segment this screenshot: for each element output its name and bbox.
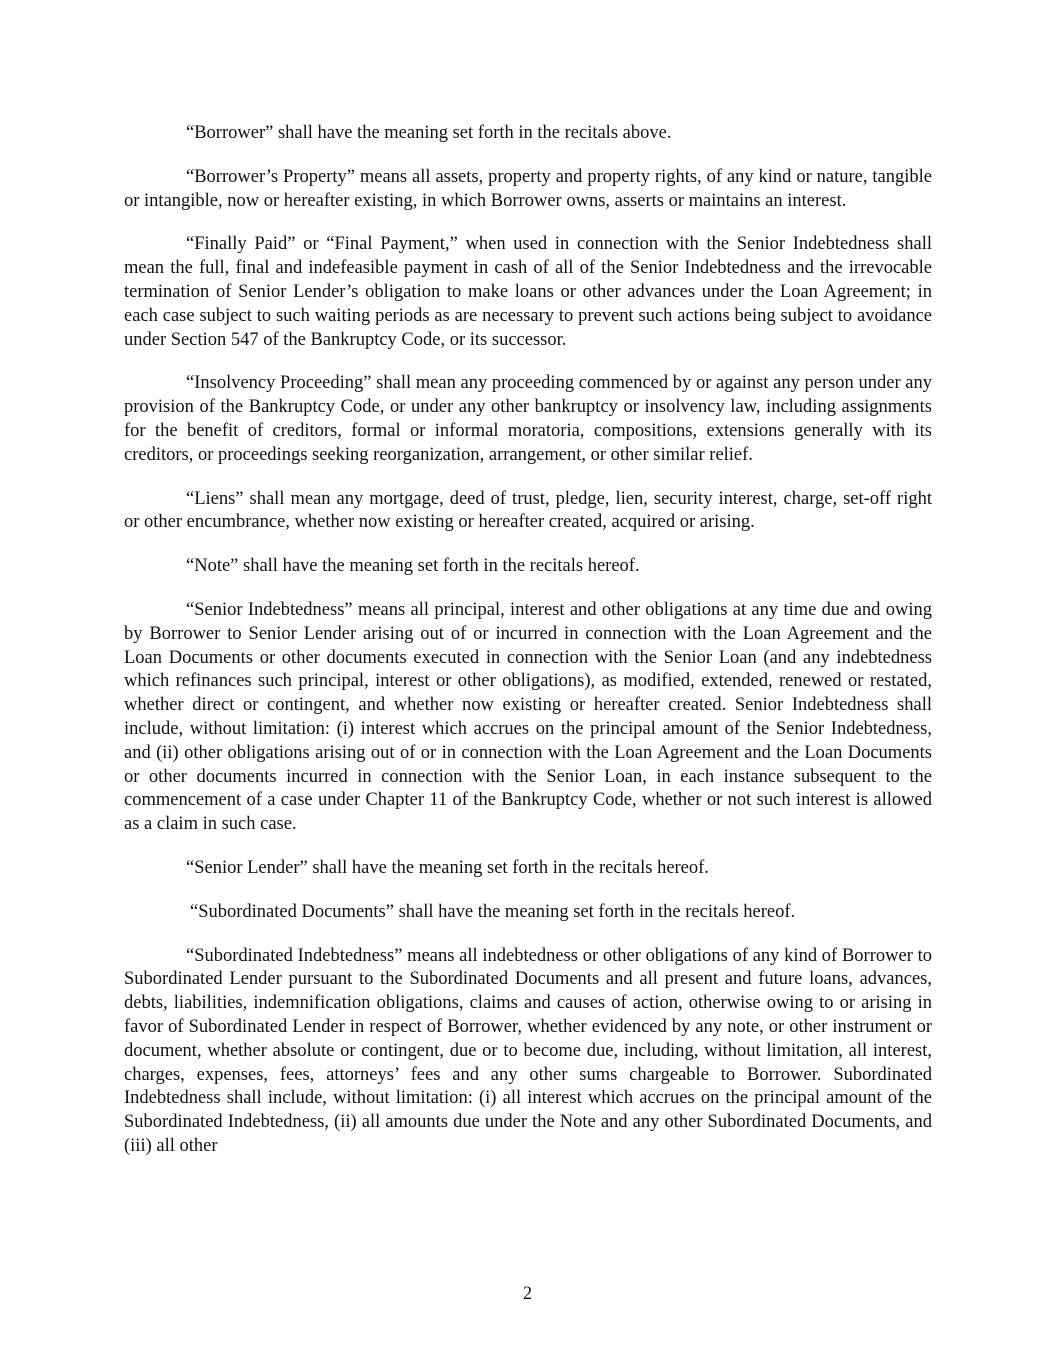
- definition-insolvency-proceeding: “Insolvency Proceeding” shall mean any proceeding commenced by or against any person under any provision of the Bankruptcy Code, or under any other bankruptcy or insolvency law, including assignments for the benefit of creditors, formal or informal moratoria, compositions, extensions generally with its creditors, or proceedings seeking reorganization, arrangement, or other similar relief.: [124, 373, 932, 465]
- definition-borrower: “Borrower” shall have the meaning set forth in the recitals above.: [186, 123, 672, 143]
- definition-finally-paid: “Finally Paid” or “Final Payment,” when used in connection with the Senior Indebtedness shall mean the full, final and indefeasible payment in cash of all of the Senior Indebtedness and the irrevocable termination of Senior Lender’s obligation to make loans or other advances under the Loan Agreement; in each case subject to such waiting periods as are necessary to prevent such actions being subject to avoidance under Section 547 of the Bankruptcy Code, or its successor.: [124, 234, 932, 350]
- definition-note: “Note” shall have the meaning set forth in the recitals hereof.: [186, 556, 640, 577]
- definition-senior-indebtedness: “Senior Indebtedness” means all principal, interest and other obligations at any time due and owing by Borrower to Senior Lender arising out of or incurred in connection with the Loan Agreement and the Loan Documents or other documents executed in connection with the Senior Loan (and any indebtedness which refinances such principal, interest or other obligations), as modified, extended, renewed or restated, whether direct or contingent, and whether now existing or hereafter created. Senior Indebtedness shall include, without limitation: (i) interest which accrues on the principal amount of the Senior Indebtedness, and (ii) other obligations arising out of or in connection with the Loan Agreement and the Loan Documents or other documents incurred in connection with the Senior Loan, in each instance subsequent to the commencement of a case under Chapter 11 of the Bankruptcy Code, whether or not such interest is allowed as a claim in such case.: [124, 599, 932, 835]
- definition-subordinated-documents: “Subordinated Documents” shall have the meaning set forth in the recitals hereof.: [190, 901, 796, 922]
- definition-subordinated-indebtedness: “Subordinated Indebtedness” means all indebtedness or other obligations of any kind of Borrower to Subordinated Lender pursuant to the Subordinated Documents and all present and future loans, advances, debts, liabilities, indemnification obligations, claims and causes of action, otherwise owing to or arising in favor of Subordinated Lender in respect of Borrower, whether evidenced by any note, or other instrument or document, whether absolute or contingent, due or to become due, including, without limitation, all interest, charges, expenses, fees, attorneys’ fees and any other sums chargeable to Borrower. Subordinated Indebtedness shall include, without limitation: (i) all interest which accrues on the principal amount of the Subordinated Indebtedness, (ii) all amounts due under the Note and any other Subordinated Documents, and (iii) all other: [124, 945, 932, 1156]
- page-number: 2: [522, 1284, 533, 1304]
- definition-borrowers-property: “Borrower’s Property” means all assets, property and property rights, of any kind or nature, tangible or intangible, now or hereafter existing, in which Borrower owns, asserts or maintains an interest.: [124, 166, 932, 211]
- definition-senior-lender: “Senior Lender” shall have the meaning set forth in the recitals hereof.: [186, 857, 709, 878]
- definition-liens: “Liens” shall mean any mortgage, deed of trust, pledge, lien, security interest, charge, set-off right or other encumbrance, whether now existing or hereafter created, acquired or arising.: [124, 488, 932, 533]
- document-body: [124, 122, 932, 1179]
